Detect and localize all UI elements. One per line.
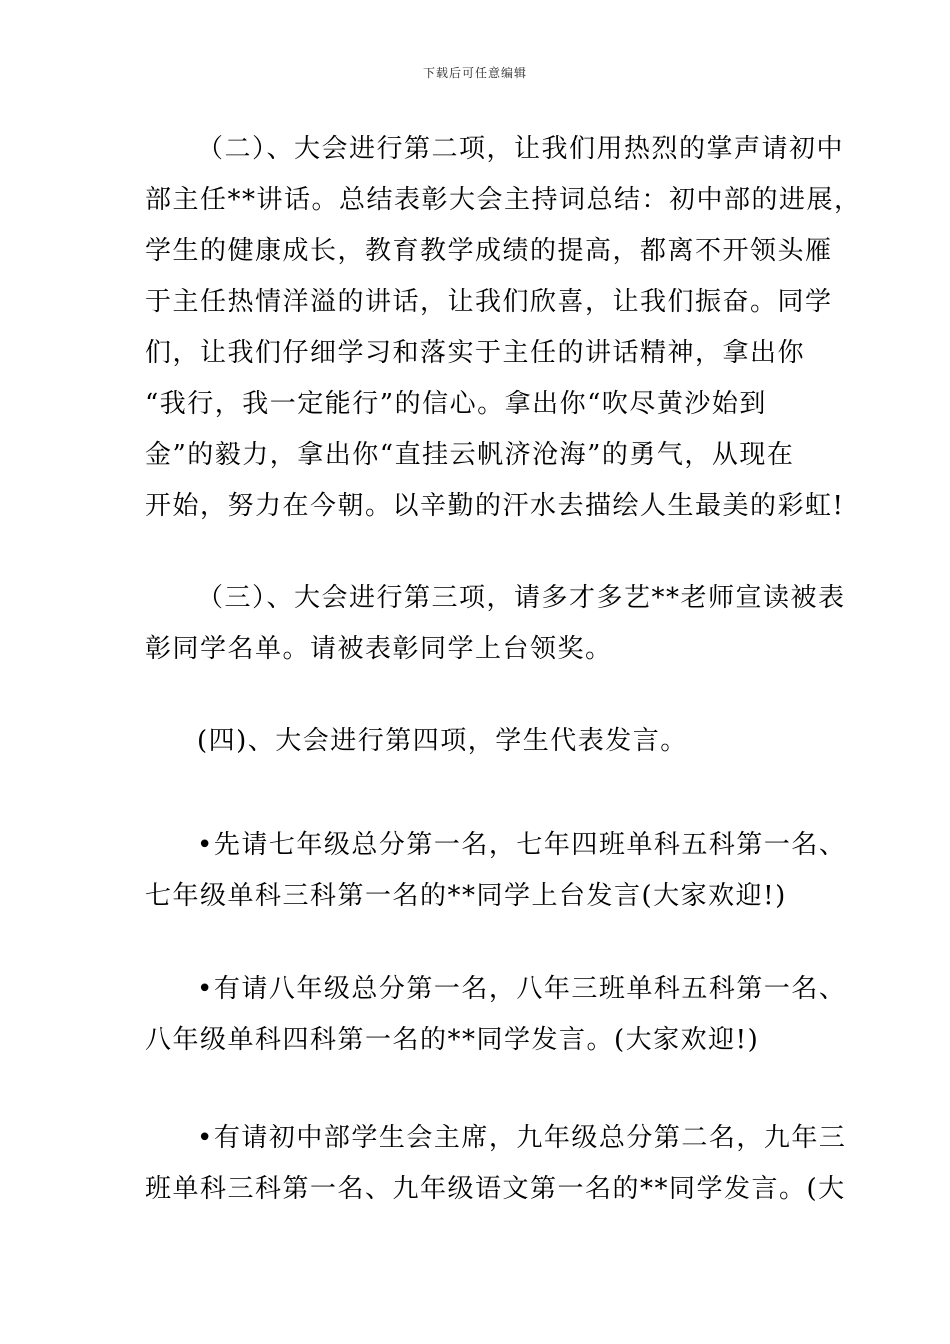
- text-line: 七年级单科三科第一名的**同学上台发言(大家欢迎!): [145, 881, 787, 911]
- speaker-item-grade-9: [145, 1113, 847, 1215]
- page-header: 下载后可任意编辑: [422, 66, 527, 80]
- text-line: （二）、大会进行第二项，让我们用热烈的掌声请初中: [197, 134, 845, 164]
- text-line: •有请初中部学生会主席，九年级总分第二名，九年三: [197, 1123, 847, 1153]
- text-line: （三）、大会进行第三项，请多才多艺**老师宣读被表: [197, 583, 846, 613]
- text-line: 们，让我们仔细学习和落实于主任的讲话精神，拿出你: [145, 338, 806, 368]
- paragraph-item-4: [145, 716, 815, 767]
- text-line: •有请八年级总分第一名，八年三班单科五科第一名、: [197, 974, 847, 1004]
- paragraph-item-3: [145, 573, 846, 675]
- text-line: 开始，努力在今朝。以辛勤的汗水去描绘人生最美的彩虹!: [145, 491, 845, 521]
- text-line: •先请七年级总分第一名，七年四班单科五科第一名、: [197, 830, 847, 860]
- text-line: 于主任热情洋溢的讲话，让我们欣喜，让我们振奋。同学: [145, 287, 833, 317]
- text-line: 金”的毅力，拿出你“直挂云帆济沧海”的勇气，从现在: [145, 440, 795, 470]
- text-line: 班单科三科第一名、九年级语文第一名的**同学发言。(大: [145, 1174, 846, 1204]
- text-line: (四)、大会进行第四项，学生代表发言。: [197, 726, 688, 756]
- text-line: 八年级单科四科第一名的**同学发言。(大家欢迎!): [145, 1025, 760, 1055]
- paragraph-item-2: [145, 124, 862, 532]
- speaker-item-grade-7: [145, 820, 847, 922]
- text-line: 学生的健康成长，教育教学成绩的提高，都离不开领头雁: [145, 236, 833, 266]
- text-line: “我行，我一定能行”的信心。拿出你“吹尽黄沙始到: [145, 389, 767, 419]
- speaker-item-grade-8: [145, 964, 847, 1066]
- text-line: 彰同学名单。请被表彰同学上台领奖。: [145, 634, 613, 664]
- text-line: 部主任**讲话。总结表彰大会主持词总结：初中部的进展，: [145, 185, 862, 215]
